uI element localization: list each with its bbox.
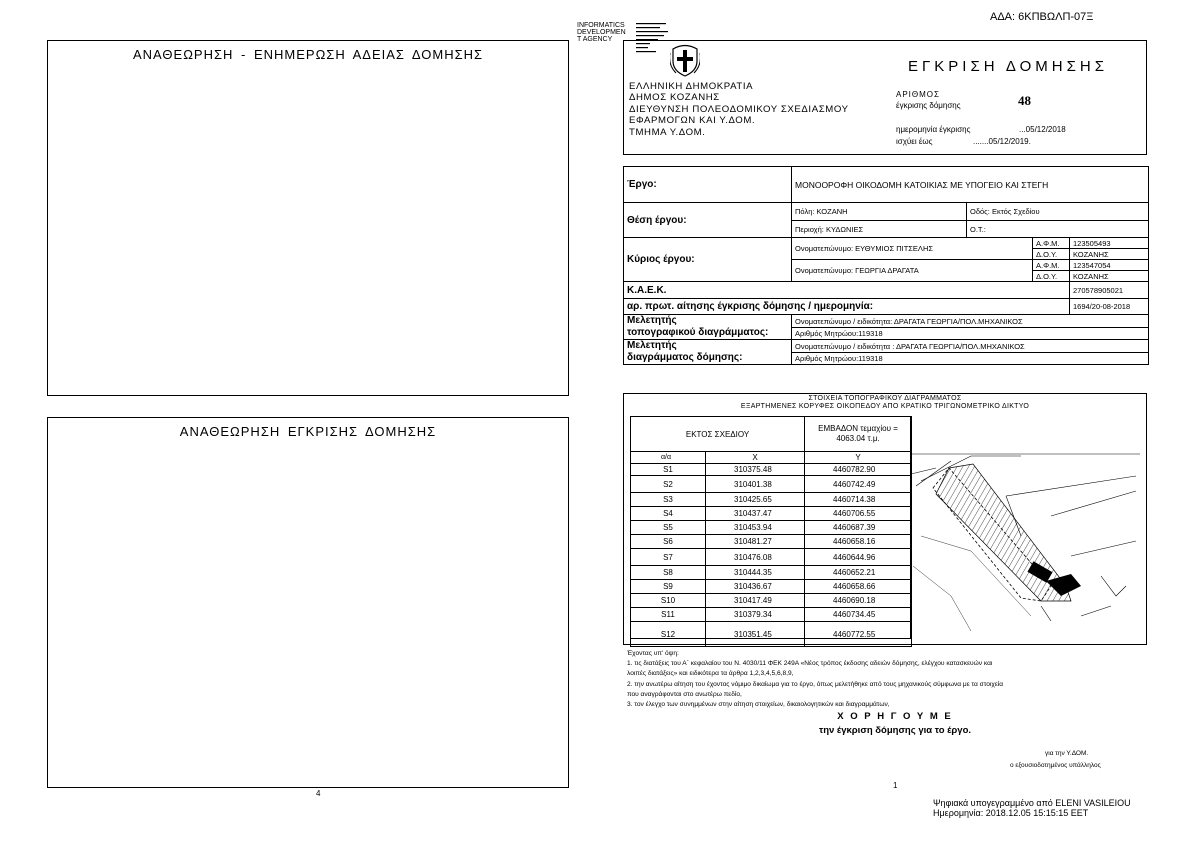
digital-signature: Ψηφιακά υπογεγραμμένο από ELENI VASILEIOU Ημερομηνία: 2018.12.05 15:15:15 EET	[933, 798, 1131, 818]
point-id: S6	[631, 535, 706, 549]
coordinate-row	[631, 580, 912, 594]
owner-2-doy: ΚΟΖΑΝΗΣ	[1070, 271, 1149, 282]
approval-number: 48	[1018, 93, 1031, 108]
x-coordinate: 310481.27	[706, 535, 805, 549]
x-coordinate: 310401.38	[706, 476, 805, 493]
owner-2-name: Ονοματεπώνυμο: ΓΕΩΡΓΙΑ ΔΡΑΓΑΤΑ	[792, 260, 1033, 282]
y-coordinate: 4460742.49	[805, 476, 912, 493]
x-coordinate: 310436.67	[706, 580, 805, 594]
y-coordinate: 4460772.55	[805, 622, 912, 647]
coordinates-body	[631, 464, 912, 647]
x-coordinate: 310476.08	[706, 549, 805, 566]
point-id: S12	[631, 622, 706, 647]
owner-1-doy: ΚΟΖΑΝΗΣ	[1070, 249, 1149, 260]
coordinate-row	[631, 535, 912, 549]
signature-officer: ο εξουσιοδοτημένος υπάλληλος	[1010, 762, 1101, 769]
owner-1-doy-label: Δ.Ο.Υ.	[1033, 249, 1070, 260]
point-id: S10	[631, 594, 706, 608]
point-id: S8	[631, 566, 706, 580]
x-coordinate: 310425.65	[706, 493, 805, 507]
y-coordinate: 4460652.21	[805, 566, 912, 580]
location-label: Θέση έργου:	[624, 203, 792, 238]
approval-number-label: ΑΡΙΘΜΟΣ	[896, 90, 940, 99]
point-id: S2	[631, 476, 706, 493]
col-aa: α/α	[631, 452, 706, 464]
logo-text: INFORMATICS DEVELOPMEN T AGENCY	[577, 22, 626, 43]
document-title: ΕΓΚΡΙΣΗ ΔΟΜΗΣΗΣ	[908, 58, 1108, 75]
coordinate-row	[631, 549, 912, 566]
owner-label: Κύριος έργου:	[624, 238, 792, 282]
building-engineer-name: Ονοματεπώνυμο / ειδικότητα : ΔΡΑΓΑΤΑ ΓΕΩΡΓΙΑ/ΠΟΛ.ΜΗΧΑΝΙΚΟΣ	[792, 340, 1149, 353]
revision-approval-title: ΑΝΑΘΕΩΡΗΣΗ ΕΓΚΡΙΣΗΣ ΔΟΜΗΣΗΣ	[179, 424, 437, 439]
owner-1-afm-label: Α.Φ.Μ.	[1033, 238, 1070, 249]
approval-number-sub: έγκρισης δόμησης	[896, 101, 961, 110]
left-page-number: 4	[316, 789, 321, 798]
y-coordinate: 4460644.96	[805, 549, 912, 566]
y-coordinate: 4460690.18	[805, 594, 912, 608]
point-id: S7	[631, 549, 706, 566]
y-coordinate: 4460782.90	[805, 464, 912, 476]
owner-1-name: Ονοματεπώνυμο: ΕΥΘΥΜΙΟΣ ΠΙΤΣΕΛΗΣ	[792, 238, 1033, 260]
y-coordinate: 4460658.66	[805, 580, 912, 594]
coordinates-table	[630, 416, 912, 647]
kaek-label: Κ.Α.Ε.Κ.	[624, 282, 1070, 299]
col-y: Y	[805, 452, 912, 464]
project-value: ΜΟΝΟΟΡΟΦΗ ΟΙΚΟΔΟΜΗ ΚΑΤΟΙΚΙΑΣ ΜΕ ΥΠΟΓΕΙΟ ΚΑΙ ΣΤΕΓΗ	[792, 167, 1149, 203]
y-coordinate: 4460714.38	[805, 493, 912, 507]
project-label: Έργο:	[624, 167, 792, 203]
coordinate-row	[631, 608, 912, 622]
building-engineer-reg: Αριθμός Μητρώου:119318	[792, 353, 1149, 365]
coordinate-row	[631, 521, 912, 535]
application-label: αρ. πρωτ. αίτησης έγκρισης δόμησης / ημερομηνία:	[624, 299, 1070, 315]
y-coordinate: 4460734.45	[805, 608, 912, 622]
y-coordinate: 4460658.16	[805, 535, 912, 549]
coordinate-row	[631, 566, 912, 580]
grant-heading: Χ Ο Ρ Η Γ Ο Υ Μ Ε	[837, 711, 953, 722]
owner-2-afm-label: Α.Φ.Μ.	[1033, 260, 1070, 271]
topographic-engineer-name: Ονοματεπώνυμο / ειδικότητα: ΔΡΑΓΑΤΑ ΓΕΩΡΓΙΑ/ΠΟΛ.ΜΗΧΑΝΙΚΟΣ	[792, 315, 1149, 328]
approval-date: ...05/12/2018	[1019, 125, 1066, 134]
x-coordinate: 310417.49	[706, 594, 805, 608]
out-of-plan-label: ΕΚΤΟΣ ΣΧΕΔΙΟΥ	[631, 417, 805, 452]
owner-2-afm: 123547054	[1070, 260, 1149, 271]
plot-area: ΕΜΒΑΔΟΝ τεμαχίου = 4063.04 τ.μ.	[805, 417, 912, 452]
y-coordinate: 4460706.55	[805, 507, 912, 521]
topographic-engineer-reg: Αριθμός Μητρώου:119318	[792, 328, 1149, 340]
grant-subheading: την έγκριση δόμησης για το έργο.	[818, 725, 972, 736]
coordinate-row	[631, 464, 912, 476]
x-coordinate: 310379.34	[706, 608, 805, 622]
valid-until-label: ισχύει έως	[896, 137, 933, 146]
x-coordinate: 310437.47	[706, 507, 805, 521]
coordinate-row	[631, 507, 912, 521]
plot-sketch	[911, 416, 1140, 639]
signature-authority: για την Υ.ΔΟΜ.	[1045, 750, 1089, 757]
topographic-engineer-label: Μελετητής τοπογραφικού διαγράμματος:	[624, 315, 792, 340]
coordinate-row	[631, 476, 912, 493]
street-value: Οδός: Εκτός Σχεδίου	[967, 203, 1149, 221]
ada-code: ΑΔΑ: 6ΚΠΒΩΛΠ-07Ξ	[990, 11, 1094, 23]
area-value: Περιοχή: ΚΥΔΩΝΙΕΣ	[792, 221, 967, 238]
x-coordinate: 310351.45	[706, 622, 805, 647]
point-id: S3	[631, 493, 706, 507]
point-id: S9	[631, 580, 706, 594]
revision-approval-panel	[47, 417, 569, 788]
y-coordinate: 4460687.39	[805, 521, 912, 535]
col-x: X	[706, 452, 805, 464]
city-value: Πόλη: ΚΟΖΑΝΗ	[792, 203, 967, 221]
revision-update-panel	[47, 40, 569, 396]
x-coordinate: 310375.48	[706, 464, 805, 476]
approval-date-label: ημερομηνία έγκρισης	[896, 125, 971, 134]
kaek-value: 270578905021	[1070, 282, 1149, 299]
point-id: S5	[631, 521, 706, 535]
coordinate-row	[631, 493, 912, 507]
valid-until: .......05/12/2019.	[973, 137, 1031, 146]
topographic-title: ΣΤΟΙΧΕΙΑ ΤΟΠΟΓΡΑΦΙΚΟΥ ΔΙΑΓΡΑΜΜΑΤΟΣ ΕΞΑΡΤΗΜΕΝΕΣ ΚΟΡΥΦΕΣ ΟΙΚΟΠΕΔΟΥ ΑΠΟ ΚΡΑΤΙΚΟ ΤΡΙΓΩΝΟΜΕΤΡΙΚΟ ΔΙΚΤΥΟ	[740, 395, 1030, 410]
x-coordinate: 310453.94	[706, 521, 805, 535]
revision-update-title: ΑΝΑΘΕΩΡΗΣΗ - ΕΝΗΜΕΡΩΣΗ ΑΔΕΙΑΣ ΔΟΜΗΣΗΣ	[132, 47, 484, 62]
notes: Έχοντας υπ' όψη: 1. τις διατάξεις του Α΄ κεφαλαίου του Ν. 4030/11 ΦΕΚ 249Α «Νέος τρόπος έκδοσης αδειών δόμησης, ελέγχου κατασκευών και λοιπές διατάξεις» και ειδικότερα τα άρθρα 1,2,3,4,5,6,8,9, 2. την ανωτέρω αίτηση του έχοντος νόμιμο δικαίωμα για το έργο, όπως μελετήθηκε από τους μηχανικούς σύμφωνα με τα στοιχεία που αναγράφονται στο ανωτέρω πεδίο, 3. τον έλεγχο των συνημμένων στην αίτηση στοιχείων, δικαιολογητικών και διαγραμμάτων,	[627, 650, 1004, 709]
project-details-table	[623, 166, 1149, 365]
owner-1-afm: 123505493	[1070, 238, 1149, 249]
x-coordinate: 310444.35	[706, 566, 805, 580]
coordinate-row	[631, 594, 912, 608]
coordinate-row	[631, 622, 912, 647]
owner-2-doy-label: Δ.Ο.Υ.	[1033, 271, 1070, 282]
point-id: S4	[631, 507, 706, 521]
point-id: S11	[631, 608, 706, 622]
point-id: S1	[631, 464, 706, 476]
application-value: 1694/20-08-2018	[1070, 299, 1149, 315]
building-engineer-label: Μελετητής διαγράμματος δόμησης:	[624, 340, 792, 365]
block-value: Ο.Τ.:	[967, 221, 1149, 238]
authority-header: ΕΛΛΗΝΙΚΗ ΔΗΜΟΚΡΑΤΙΑ ΔΗΜΟΣ ΚΟΖΑΝΗΣ ΔΙΕΥΘΥΝΣΗ ΠΟΛΕΟΔΟΜΙΚΟΥ ΣΧΕΔΙΑΣΜΟΥ ΕΦΑΡΜΟΓΩΝ ΚΑΙ Υ.ΔΟΜ. ΤΜΗΜΑ Υ.ΔΟΜ.	[629, 81, 849, 138]
right-page-number: 1	[893, 781, 898, 790]
